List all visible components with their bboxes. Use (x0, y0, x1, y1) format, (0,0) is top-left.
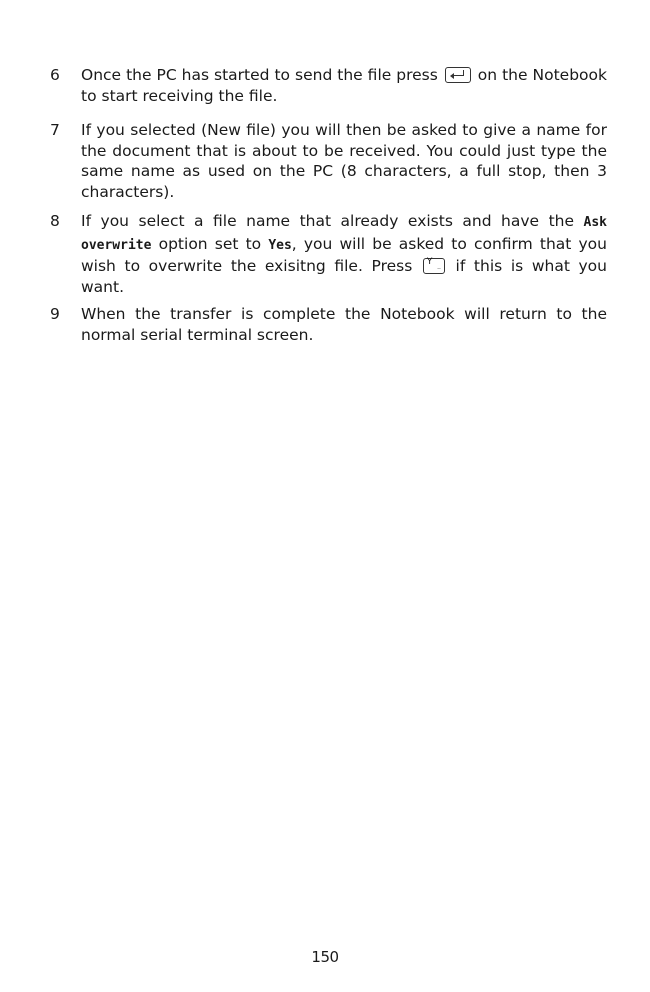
enter-key-icon (445, 67, 471, 83)
option-value: Yes (268, 237, 292, 253)
step-number: 9 (50, 305, 60, 323)
step-text: If you selected (New file) you will then be asked to give a name for the document that is about to be received. You could just type the same name as used on the PC (8 characters, a full stop, then 3 characters). (81, 121, 607, 201)
step-number: 8 (50, 212, 60, 230)
step-number: 6 (50, 66, 60, 84)
yes-key-glyph: Y (426, 257, 433, 267)
step-text (81, 65, 607, 106)
step-number: 7 (50, 121, 60, 139)
step-8-text-part1: If you select a file name that already exists and have the (81, 212, 575, 230)
page-number: 150 (311, 948, 339, 966)
step-8-text-part2: option set to (158, 234, 262, 253)
step-6-text-after: on the Notebook to start receiving the file. (81, 66, 607, 105)
step-text (81, 211, 607, 297)
step-6-text-before: Once the PC has started to send the file press (81, 66, 438, 84)
step-8-text-part4: if this is what you want. (81, 257, 607, 296)
option-name: Ask overwrite (81, 215, 607, 253)
step-8-text-part3: , you will be asked to confirm that you wish to overwrite the exisitng file. Press (81, 234, 607, 275)
step-text: When the transfer is complete the Notebook will return to the normal serial terminal screen. (81, 305, 607, 344)
yes-key-icon: Y .. (423, 258, 445, 274)
